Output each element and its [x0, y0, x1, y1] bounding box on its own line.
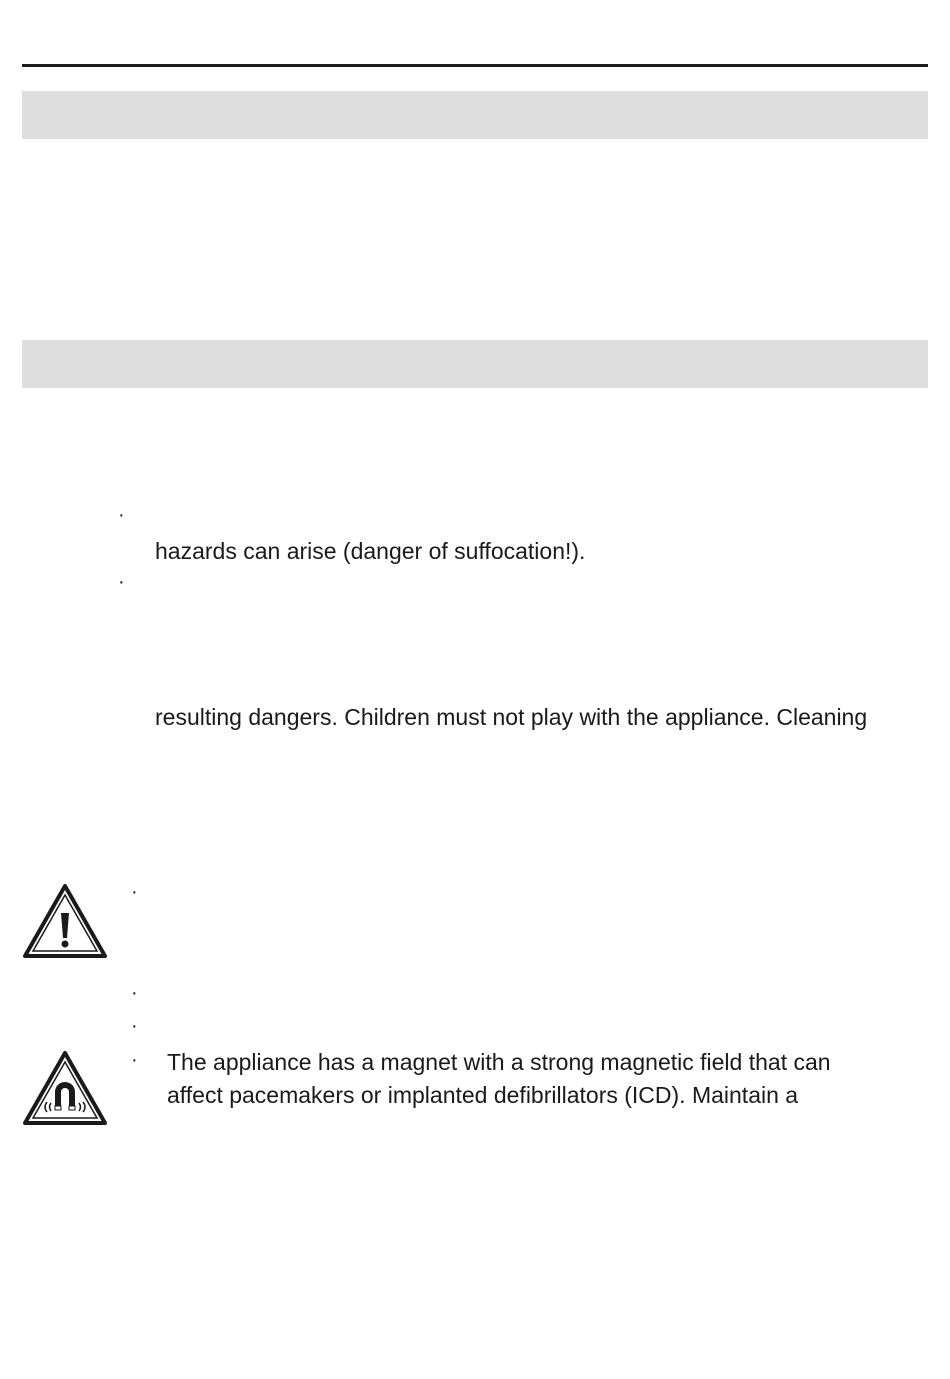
exclamation-warning-triangle-icon — [22, 883, 108, 959]
section-heading-band-2 — [22, 340, 928, 388]
magnet-warning-line-1: The appliance has a magnet with a strong magnetic field that can — [167, 1049, 831, 1075]
list-bullet: · — [131, 1015, 138, 1037]
packaging-hazard-text: hazards can arise (danger of suffocation!). — [155, 538, 586, 564]
children-warning-text: resulting dangers. Children must not play with the appliance. Cleaning — [155, 704, 868, 730]
magnet-warning-line-2: affect pacemakers or implanted defibrillators (ICD). Maintain a — [167, 1082, 799, 1108]
list-bullet: · — [131, 881, 138, 903]
list-bullet: · — [118, 571, 125, 593]
list-bullet: · — [131, 982, 138, 1004]
list-bullet: · — [118, 504, 125, 526]
section-heading-band-1 — [22, 91, 928, 139]
list-bullet: · — [131, 1049, 138, 1071]
header-rule — [22, 64, 928, 67]
magnet-warning-triangle-icon — [22, 1050, 108, 1126]
